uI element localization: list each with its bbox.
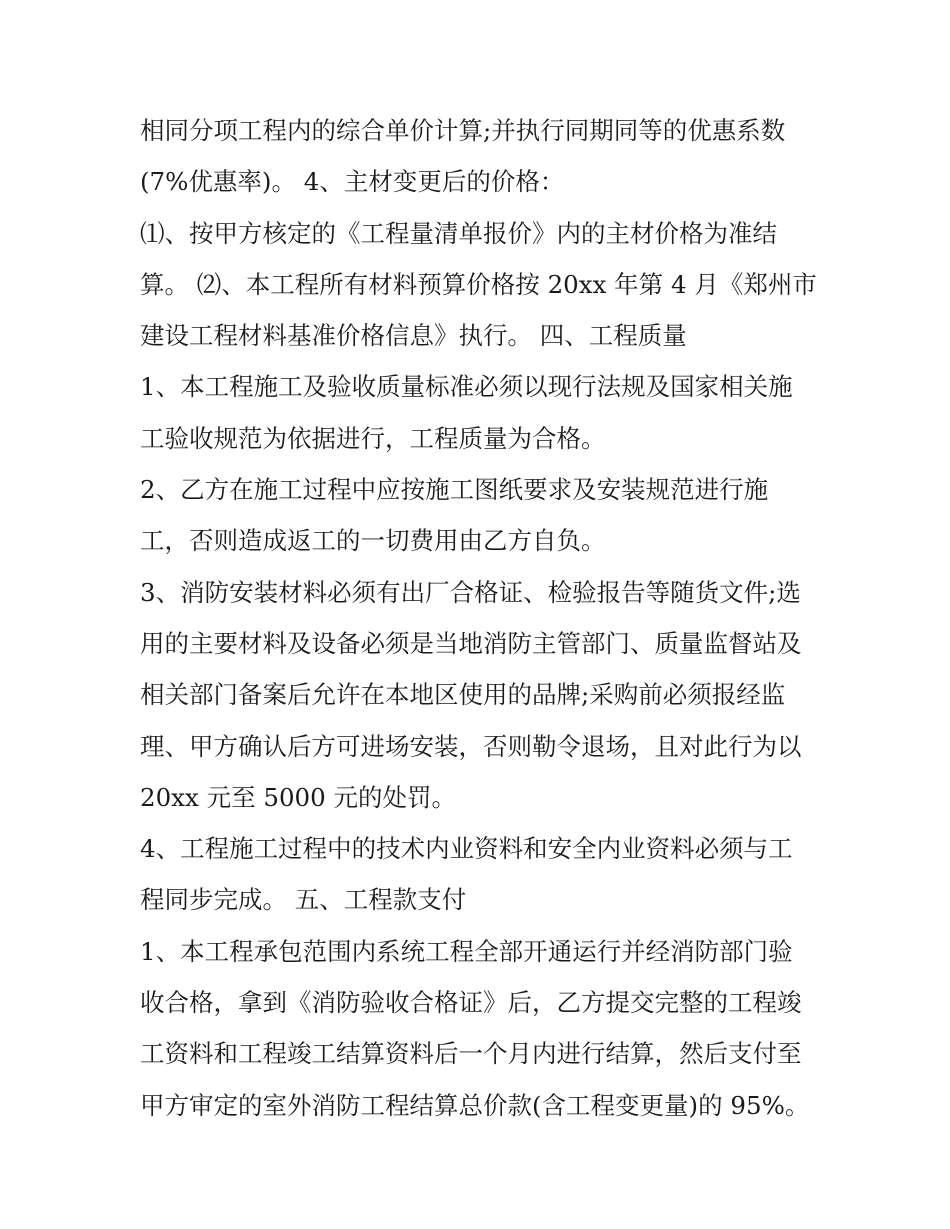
text-line: 1、本工程承包范围内系统工程全部开通运行并经消防部门验 (140, 936, 793, 966)
text-line: 相关部门备案后允许在本地区使用的品牌;采购前必须报经监 (140, 680, 786, 710)
text-line: 2、乙方在施工过程中应按施工图纸要求及安装规范进行施 (140, 475, 769, 505)
text-line: (7%优惠率)。 4、主材变更后的价格： (140, 167, 565, 197)
text-line: 理、甲方确认后方可进场安装，否则勒令退场，且对此行为以 (140, 731, 802, 761)
text-line: 工资料和工程竣工结算资料后一个月内进行结算，然后支付至 (140, 1039, 802, 1069)
text-line: 算。 ⑵、本工程所有材料预算价格按 20xx 年第 4 月《郑州市 (140, 269, 817, 299)
text-line: 收合格，拿到《消防验收合格证》后，乙方提交完整的工程竣 (140, 988, 802, 1018)
text-line: 3、消防安装材料必须有出厂合格证、检验报告等随货文件;选 (140, 577, 801, 607)
text-line: 工验收规范为依据进行，工程质量为合格。 (140, 423, 606, 453)
text-line: 相同分项工程内的综合单价计算;并执行同期同等的优惠系数 (140, 116, 786, 145)
document-body (140, 105, 820, 1131)
text-line: 20xx 元至 5000 元的处罚。 (140, 782, 457, 812)
text-line: 用的主要材料及设备必须是当地消防主管部门、质量监督站及 (140, 628, 802, 658)
text-line: ⑴、按甲方核定的《工程量清单报价》内的主材价格为准结 (140, 218, 777, 248)
text-line: 甲方审定的室外消防工程结算总价款(含工程变更量)的 95%。 (140, 1090, 810, 1120)
text-line: 4、工程施工过程中的技术内业资料和安全内业资料必须与工 (140, 834, 793, 864)
text-line: 1、本工程施工及验收质量标准必须以现行法规及国家相关施 (140, 372, 793, 402)
text-line: 工，否则造成返工的一切费用由乙方自负。 (140, 526, 606, 556)
text-line: 建设工程材料基准价格信息》执行。 四、工程质量 (140, 321, 687, 351)
text-line: 程同步完成。 五、工程款支付 (140, 885, 467, 915)
